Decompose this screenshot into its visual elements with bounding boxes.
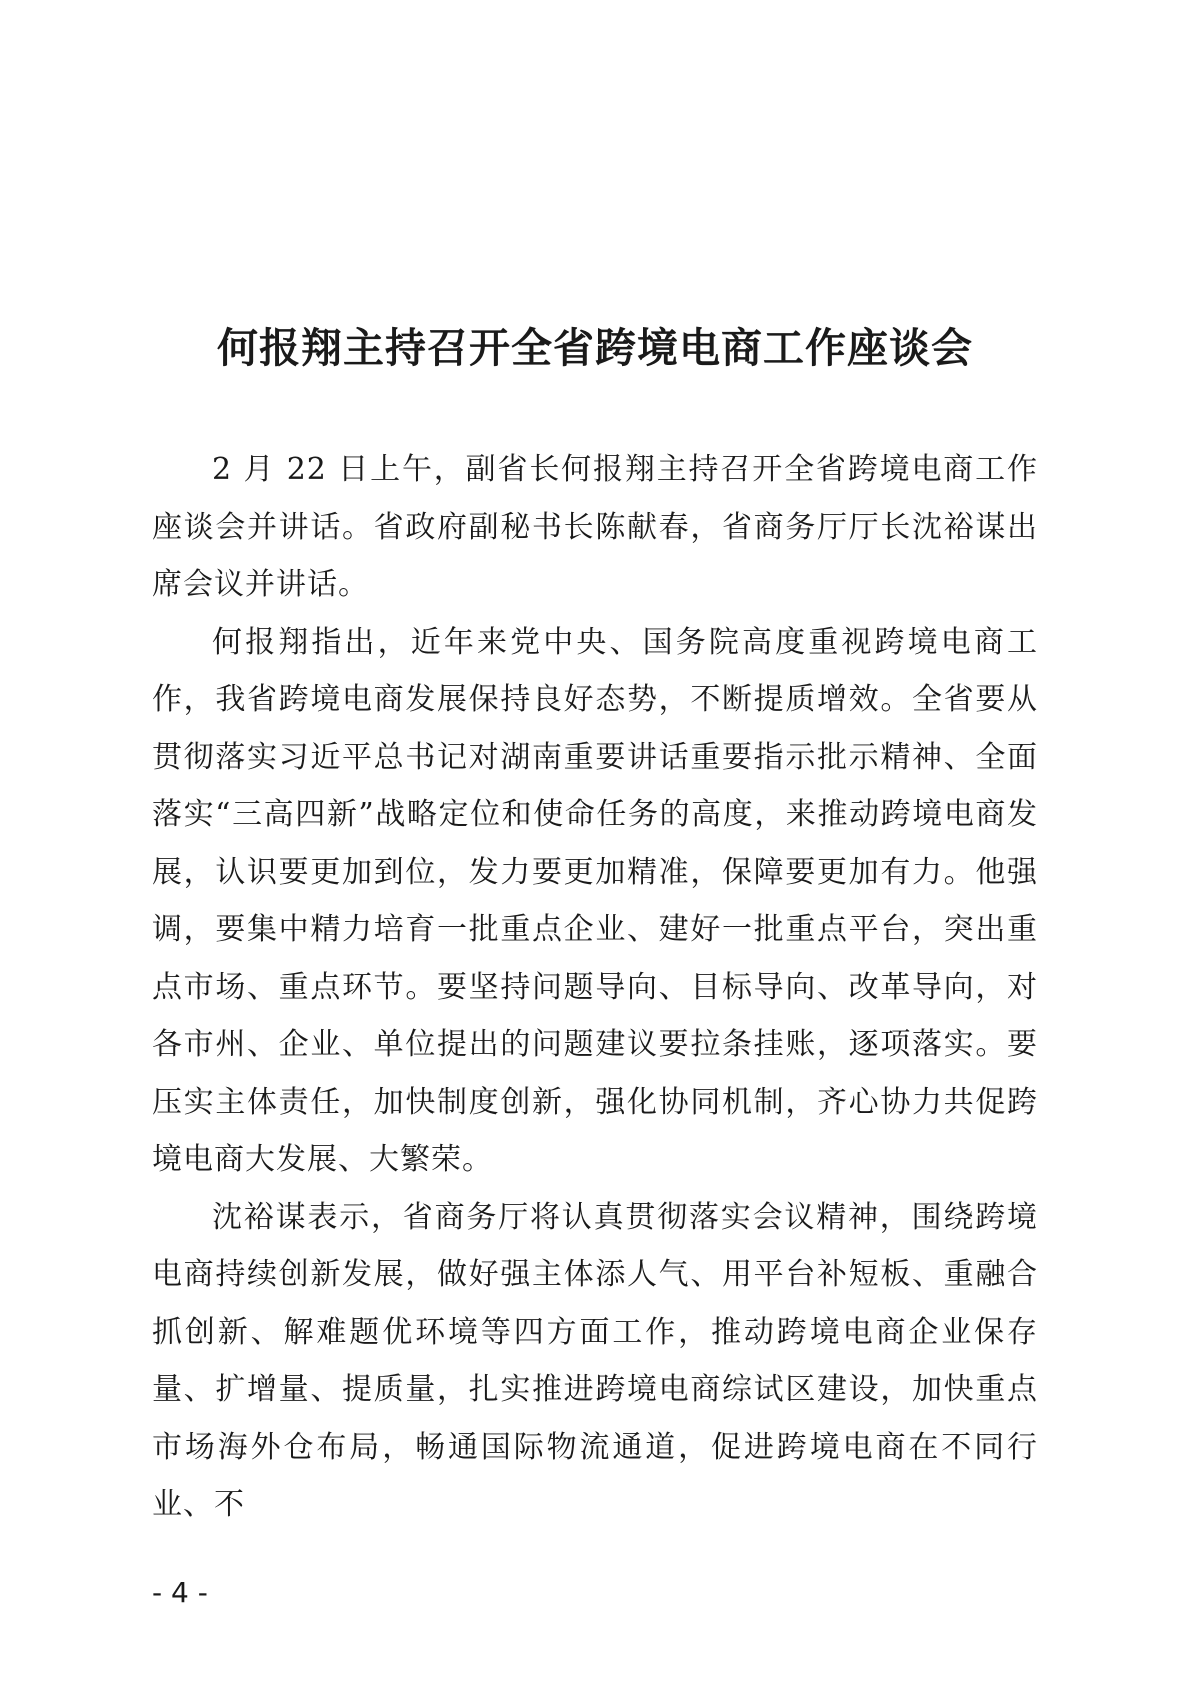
paragraph-3: 沈裕谋表示，省商务厅将认真贯彻落实会议精神，围绕跨境电商持续创新发展，做好强主体添人气、用平台补短板、重融合抓创新、解难题优环境等四方面工作，推动跨境电商企业保存量、扩增量、提质量，扎实推进跨境电商综试区建设，加快重点市场海外仓布局，畅通国际物流通道，促进跨境电商在不同行业、不 [152, 1199, 1038, 1522]
page-number: - 4 - [152, 1576, 208, 1609]
article-body [152, 441, 1038, 1534]
paragraph-2: 何报翔指出，近年来党中央、国务院高度重视跨境电商工作，我省跨境电商发展保持良好态势，不断提质增效。全省要从贯彻落实习近平总书记对湖南重要讲话重要指示批示精神、全面落实“三高四新”战略定位和使命任务的高度，来推动跨境电商发展，认识要更加到位，发力要更加精准，保障要更加有力。他强调，要集中精力培育一批重点企业、建好一批重点平台，突出重点市场、重点环节。要坚持问题导向、目标导向、改革导向，对各市州、企业、单位提出的问题建议要拉条挂账，逐项落实。要压实主体责任，加快制度创新，强化协同机制，齐心协力共促跨境电商大发展、大繁荣。 [152, 624, 1038, 1177]
page-title: 何报翔主持召开全省跨境电商工作座谈会 [217, 324, 973, 372]
paragraph-1: 2 月 22 日上午，副省长何报翔主持召开全省跨境电商工作座谈会并讲话。省政府副秘书长陈献春，省商务厅厅长沈裕谋出席会议并讲话。 [152, 452, 1038, 602]
